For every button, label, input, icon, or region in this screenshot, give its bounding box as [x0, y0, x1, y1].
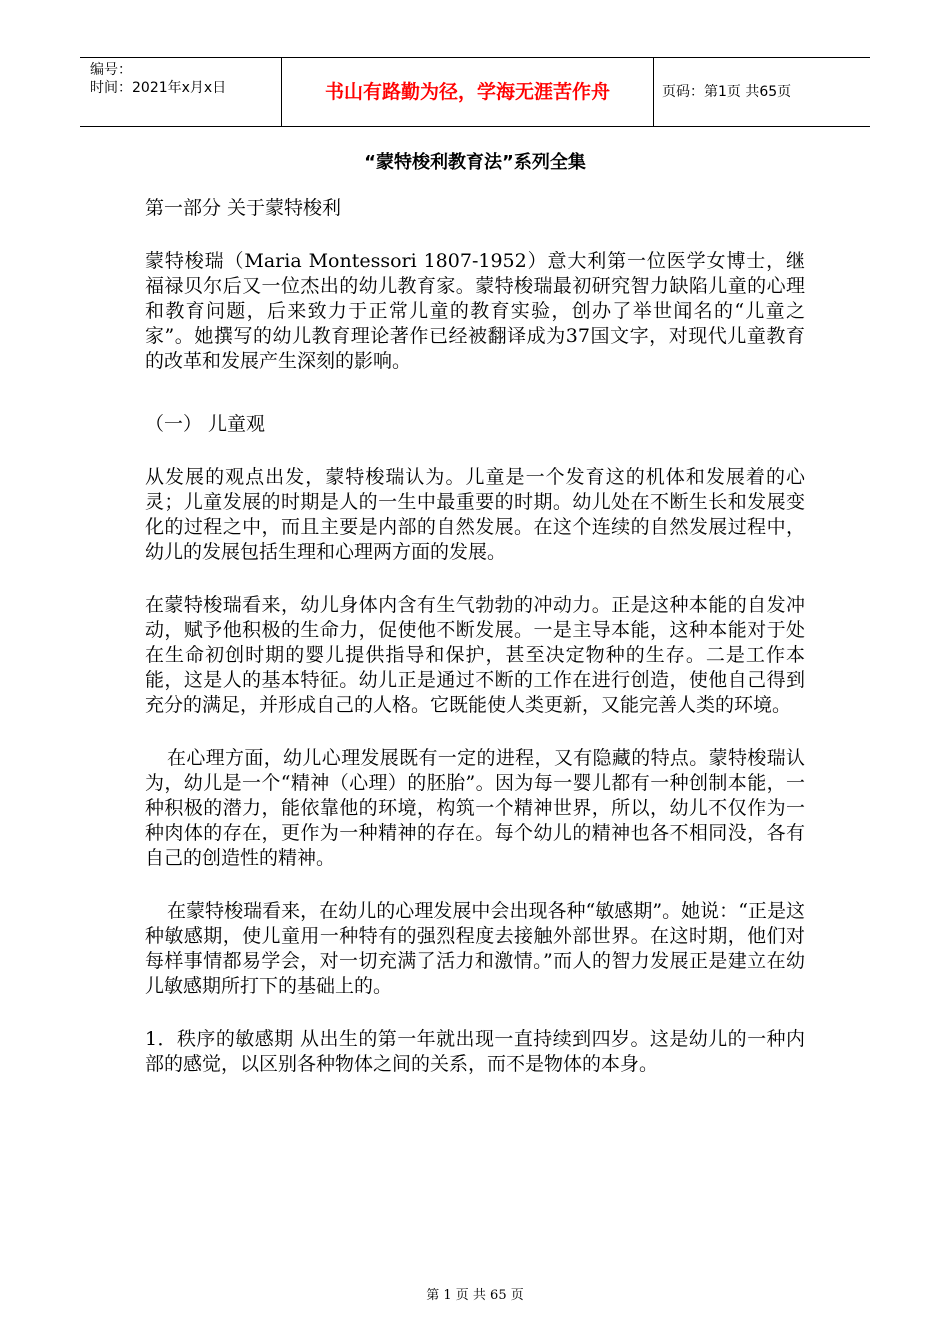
page-info: 页码：第1页 共65页 — [662, 84, 792, 100]
page-footer: 第 1 页 共 65 页 — [426, 1288, 524, 1303]
intro-paragraph: 蒙特梭瑞（Maria Montessori 1807-1952）意大利第一位医学女博士，继福禄贝尔后又一位杰出的幼儿教育家。蒙特梭瑞最初研究智力缺陷儿童的心理和教育问题，后来致力于正常儿童的教育实验，创办了举世闻名的“儿童之家”。她撰写的幼儿教育理论著作已经被翻译成为37国文字，对现代儿童教育的改革和发展产生深刻的影响。 — [145, 250, 805, 372]
document-header — [80, 57, 870, 127]
paragraph-3: 在心理方面，幼儿心理发展既有一定的进程，又有隐藏的特点。蒙特梭瑞认为，幼儿是一个“精神（心理）的胚胎”。因为每一婴儿都有一种创制本能，一种积极的潜力，能依靠他的环境，构筑一个精神世界，所以，幼儿不仅作为一种肉体的存在，更作为一种精神的存在。每个幼儿的精神也各不相同没，各有自己的创造性的精神。 — [145, 747, 805, 869]
time-label: 时间：2021年x月x日 — [90, 80, 227, 96]
document-body — [145, 196, 805, 1105]
header-meta-cell — [80, 58, 282, 126]
motto: 书山有路勤为径，学海无涯苦作舟 — [324, 81, 610, 103]
paragraph-2: 在蒙特梭瑞看来，幼儿身体内含有生气勃勃的冲动力。正是这种本能的自发冲动，赋予他积极的生命力，促使他不断发展。一是主导本能，这种本能对于处在生命初创时期的婴儿提供指导和保护，甚至决定物种的生存。二是工作本能，这是人的基本特征。幼儿正是通过不断的工作在进行创造，使他自己得到充分的满足，并形成自己的人格。它既能使人类更新，又能完善人类的环境。 — [145, 594, 805, 716]
paragraph-4: 在蒙特梭瑞看来，在幼儿的心理发展中会出现各种“敏感期”。她说：“正是这种敏感期，使儿童用一种特有的强烈程度去接触外部世界。在这时期，他们对每样事情都易学会，对一切充满了活力和激情。”而人的智力发展正是建立在幼儿敏感期所打下的基础上的。 — [145, 900, 805, 997]
header-page-cell — [654, 58, 870, 126]
number-label: 编号： — [90, 62, 132, 78]
paragraph-1: 从发展的观点出发，蒙特梭瑞认为。儿童是一个发育这的机体和发展着的心灵；儿童发展的时期是人的一生中最重要的时期。幼儿处在不断生长和发展变化的过程之中，而且主要是内部的自然发展。在这个连续的自然发展过程中，幼儿的发展包括生理和心理两方面的发展。 — [145, 466, 805, 563]
header-motto-cell — [282, 58, 654, 126]
paragraph-5: 1．秩序的敏感期 从出生的第一年就出现一直持续到四岁。这是幼儿的一种内部的感觉，以区别各种物体之间的关系，而不是物体的本身。 — [145, 1028, 805, 1075]
document-title: “蒙特梭利教育法”系列全集 — [364, 152, 586, 173]
section-heading: 第一部分 关于蒙特梭利 — [145, 197, 342, 219]
sub-heading: （一） 儿童观 — [145, 413, 266, 435]
